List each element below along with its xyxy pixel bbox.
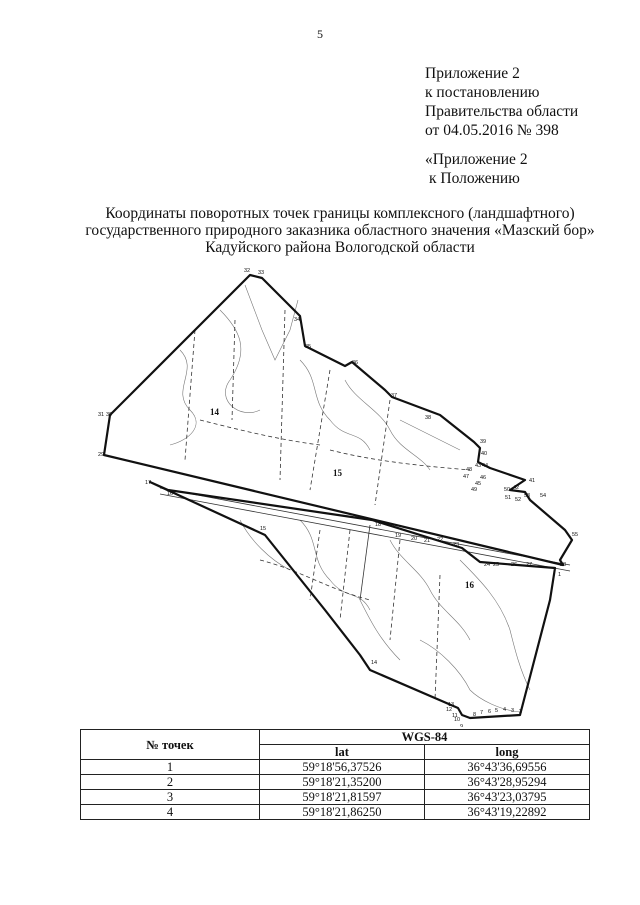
point-label: 24 (484, 562, 491, 568)
point-label: 21 (424, 538, 431, 544)
header-lat: lat (260, 745, 425, 760)
point-label: 11 (452, 713, 458, 719)
header-long: long (425, 745, 590, 760)
cell-lat: 59°18'56,37526 (260, 760, 425, 775)
appendix-inner-line: «Приложение 2 (425, 151, 528, 168)
cell-point: 3 (81, 790, 260, 805)
cell-point: 4 (81, 805, 260, 820)
point-label: 25 (493, 562, 500, 568)
quarter-label: 15 (333, 468, 342, 478)
point-label: 55 (572, 532, 579, 538)
appendix-line: Правительства области (425, 103, 579, 120)
point-label: 40 (481, 451, 488, 457)
point-label: 45 (475, 481, 482, 487)
point-label: 42 (513, 485, 520, 491)
point-label: 30 (106, 412, 113, 418)
point-label: 49 (471, 487, 478, 493)
point-label: 51 (505, 495, 512, 501)
table-row (81, 790, 590, 805)
point-label: 23 (453, 542, 460, 548)
point-label: 4 (503, 707, 507, 713)
cell-long: 36°43'36,69556 (425, 760, 590, 775)
point-label: 34 (294, 317, 301, 323)
point-label: 22 (437, 537, 444, 543)
quarter-label: 14 (210, 407, 219, 417)
point-label: 15 (260, 526, 267, 532)
point-labels (98, 268, 578, 727)
road-line (160, 488, 570, 600)
cell-lat: 59°18'21,81597 (260, 790, 425, 805)
header-system: WGS-84 (260, 730, 590, 745)
appendix-line: от 04.05.2016 № 398 (425, 122, 559, 139)
point-label: 36 (352, 360, 359, 366)
appendix-line: к постановлению (425, 84, 540, 101)
point-label: 39 (480, 439, 487, 445)
appendix-inner-line: к Положению (429, 170, 520, 187)
point-label: 54 (540, 493, 547, 499)
point-label: 44 (482, 463, 489, 469)
title-line: государственного природного заказника областного значения «Мазский бор» (85, 222, 595, 239)
cell-lat: 59°18'21,86250 (260, 805, 425, 820)
header-points: № точек (81, 730, 260, 760)
point-label: 16 (167, 491, 174, 497)
title-line: Координаты поворотных точек границы комплексного (ландшафтного) (105, 205, 575, 222)
point-label: 7 (480, 710, 484, 716)
quarter-numbers (210, 407, 478, 590)
point-label: 3 (511, 708, 515, 714)
point-label: 43 (475, 463, 482, 469)
point-label: 46 (480, 475, 487, 481)
point-label: 10 (454, 717, 461, 723)
reserve-boundary-map (90, 262, 590, 727)
table-row (81, 760, 590, 775)
point-label: 31 (98, 412, 105, 418)
point-label: 35 (305, 344, 312, 350)
point-label: 48 (466, 467, 473, 473)
point-label: 53 (524, 493, 531, 499)
cell-point: 1 (81, 760, 260, 775)
table-row (81, 805, 590, 820)
cell-lat: 59°18'21,35200 (260, 775, 425, 790)
document-title (40, 205, 640, 256)
point-label: 9 (460, 724, 464, 727)
point-label: 47 (463, 474, 470, 480)
point-label: 2 (519, 709, 523, 715)
point-label: 17 (145, 480, 152, 486)
table-row (81, 775, 590, 790)
appendix-block (425, 64, 578, 140)
quarter-dividers (185, 310, 473, 700)
point-label: 28 (560, 562, 567, 568)
page-number: 5 (317, 27, 323, 41)
point-label: 20 (411, 536, 418, 542)
point-label: 18 (375, 522, 382, 528)
point-label: 8 (473, 712, 477, 718)
cell-long: 36°43'23,03795 (425, 790, 590, 805)
point-label: 29 (98, 452, 105, 458)
coordinates-table (80, 729, 590, 820)
cell-long: 36°43'19,22892 (425, 805, 590, 820)
cell-long: 36°43'28,95294 (425, 775, 590, 790)
point-label: 13 (448, 702, 455, 708)
point-label: 27 (526, 562, 533, 568)
point-label: 12 (446, 707, 453, 713)
point-label: 26 (511, 562, 518, 568)
point-label: 14 (371, 660, 378, 666)
point-label: 5 (495, 708, 499, 714)
point-label: 52 (515, 497, 522, 503)
point-label: 1 (558, 572, 562, 578)
point-label: 6 (488, 709, 492, 715)
point-label: 32 (244, 268, 251, 274)
table-header-row (81, 730, 590, 745)
point-label: 33 (258, 270, 265, 276)
appendix-line: Приложение 2 (425, 65, 520, 82)
appendix-inner-block (425, 150, 528, 188)
point-label: 37 (391, 393, 398, 399)
quarter-label: 16 (465, 580, 474, 590)
point-label: 41 (529, 478, 536, 484)
point-label: 19 (395, 533, 402, 539)
point-label: 38 (425, 415, 432, 421)
point-label: 50 (504, 487, 511, 493)
title-line: Кадуйского района Вологодской области (205, 239, 475, 256)
cell-point: 2 (81, 775, 260, 790)
